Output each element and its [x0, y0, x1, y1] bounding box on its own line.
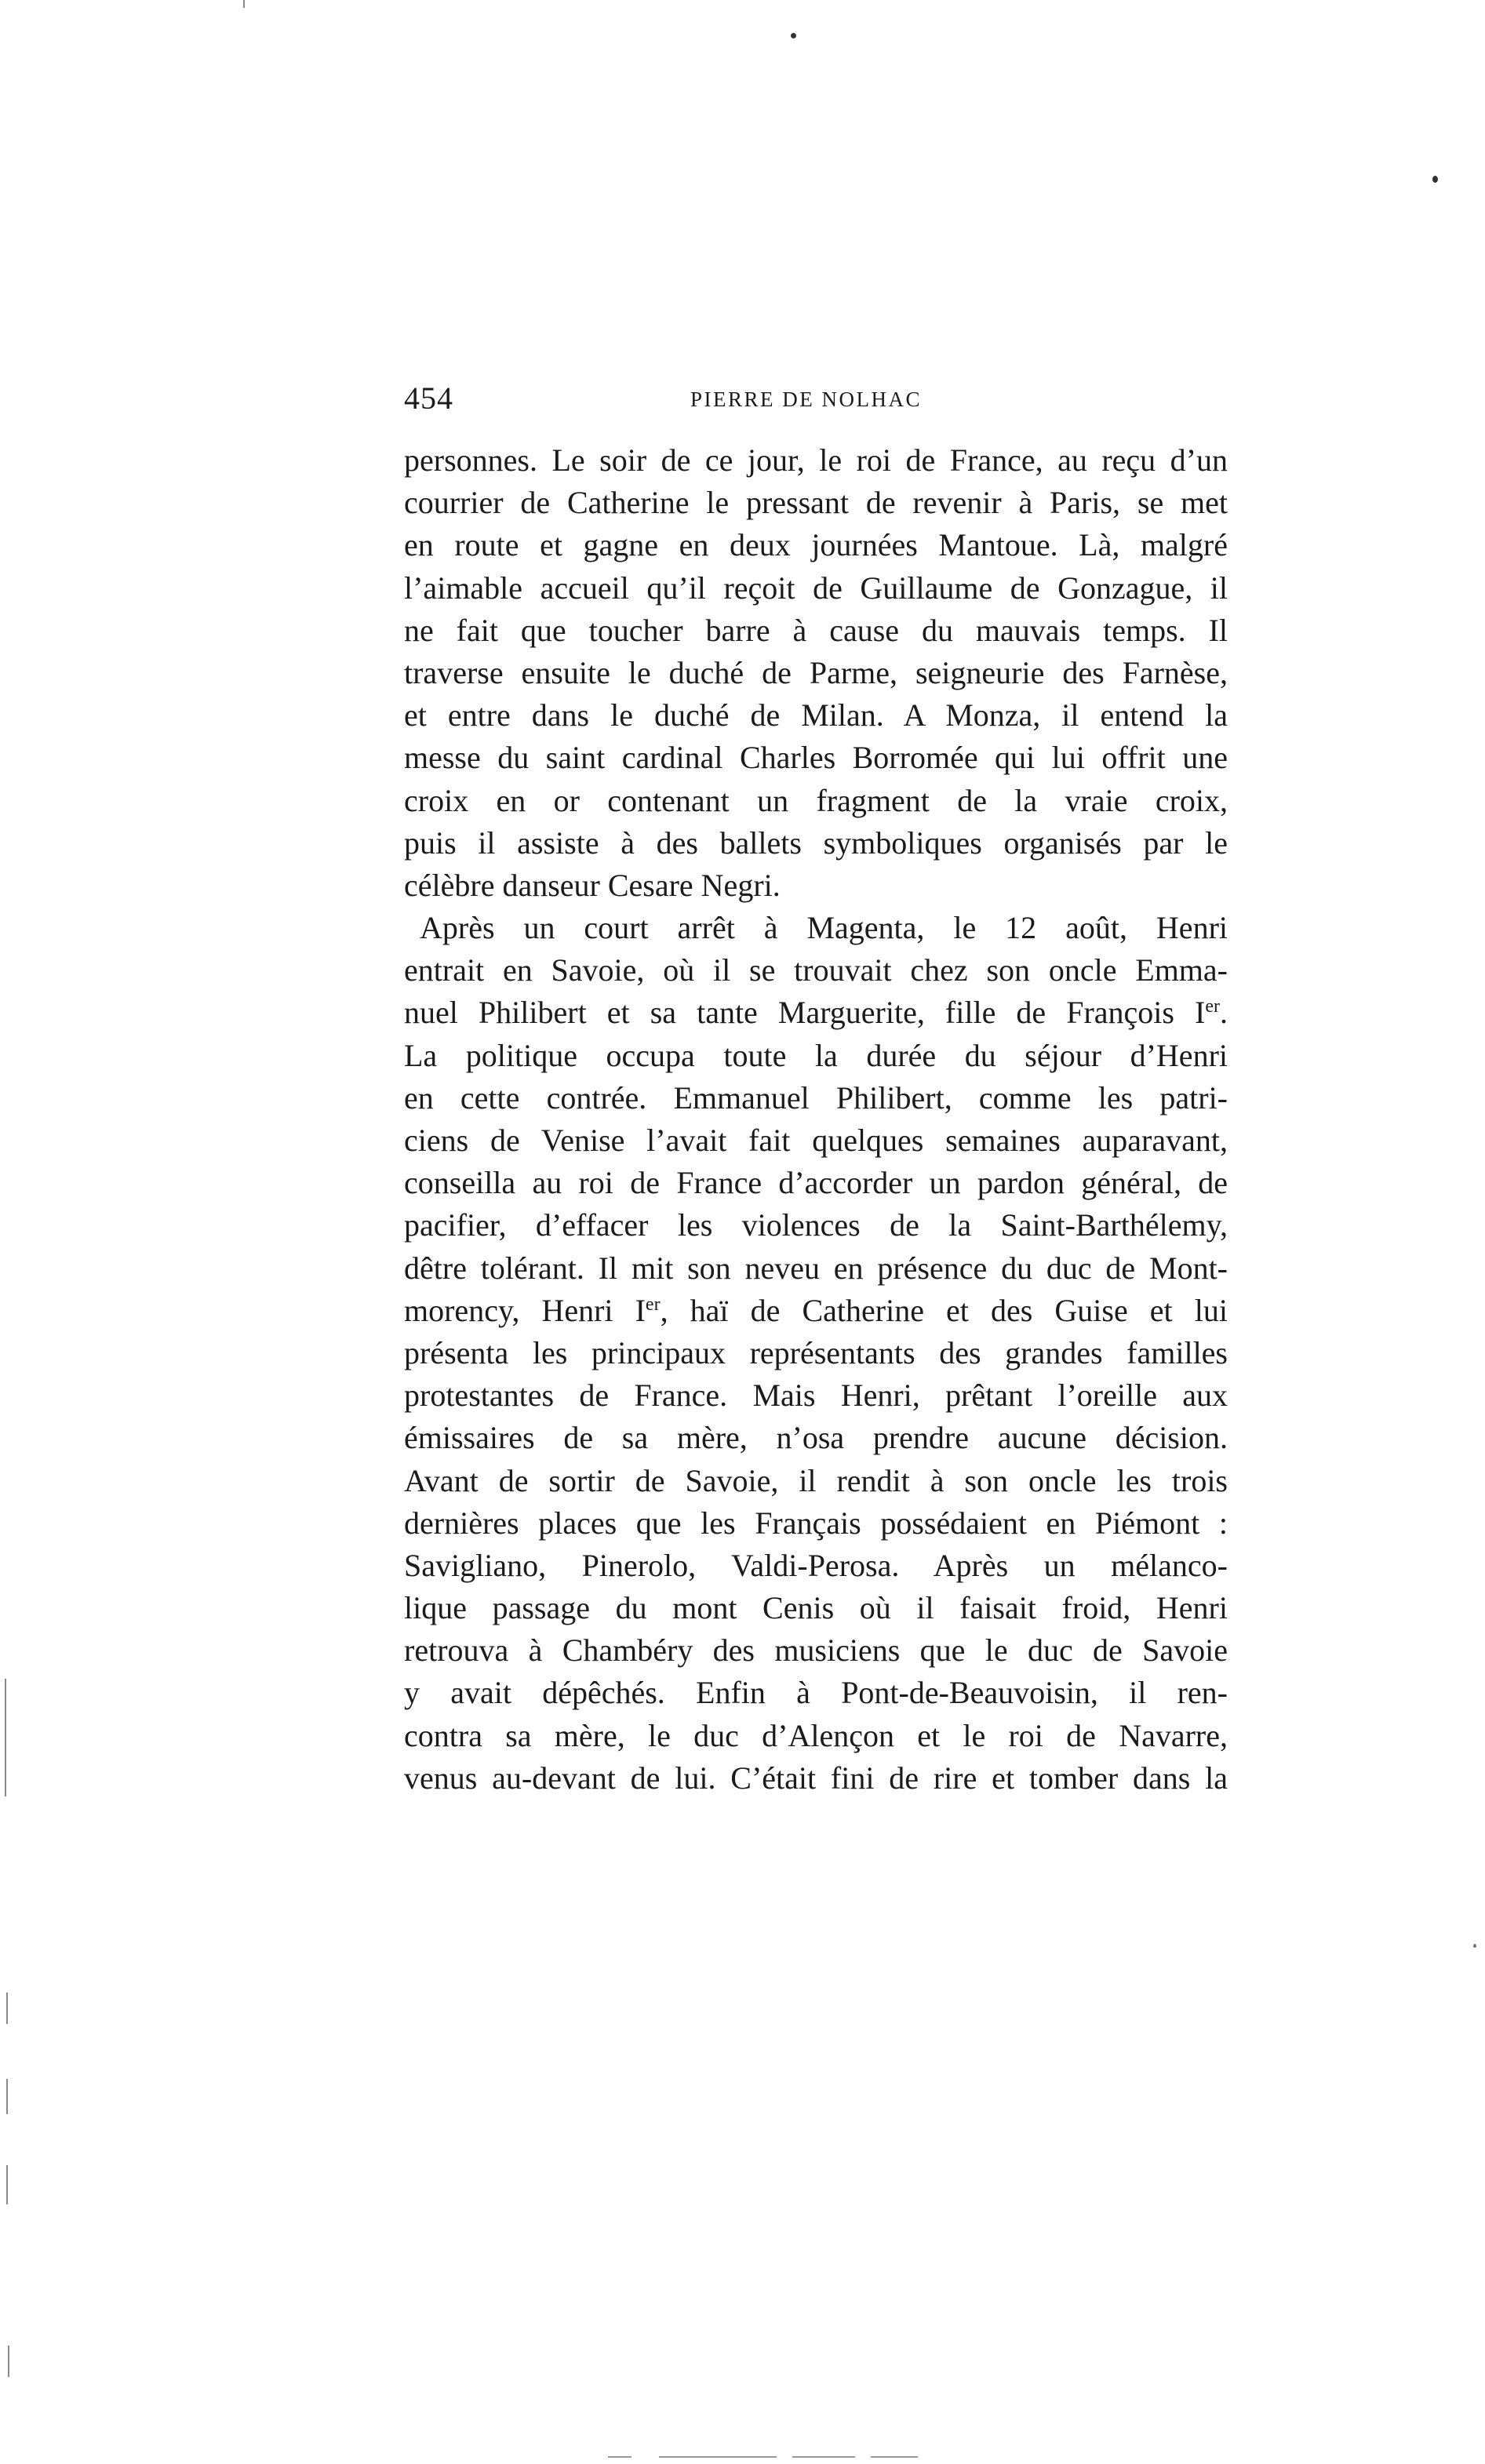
scan-edge-line: [5, 1679, 6, 1796]
scan-bottom-dash: [659, 2456, 777, 2458]
text-line: entrait en Savoie, où il se trouvait chez son oncle Emma-: [404, 952, 1228, 988]
scan-bottom-dash: [792, 2456, 855, 2458]
scan-bottom-dash: [871, 2456, 918, 2458]
running-head: [404, 380, 1228, 416]
text-line: présenta les principaux représentants des grandes familles: [404, 1334, 1228, 1370]
text-line: retrouva à Chambéry des musiciens que le duc de Savoie: [404, 1632, 1228, 1669]
text-line: ne fait que toucher barre à cause du mauvais temps. Il: [404, 612, 1228, 648]
text-line: personnes. Le soir de ce jour, le roi de France, au reçu d’un: [404, 442, 1228, 478]
text-line: venus au-devant de lui. C’était fini de rire et tomber dans la: [404, 1760, 1228, 1796]
scan-speck: [1473, 1944, 1476, 1948]
scan-speck: [791, 33, 796, 38]
text-line: courrier de Catherine le pressant de revenir à Paris, se met: [404, 485, 1228, 521]
text-line: [404, 992, 1228, 1034]
scan-edge-line: [6, 2079, 8, 2114]
text-line-part: .: [1220, 995, 1228, 1031]
scan-edge-line: [6, 2165, 8, 2204]
scan-edge-line: [6, 1993, 8, 2024]
text-line: [404, 1290, 1228, 1332]
text-line: y avait dépêchés. Enfin à Pont-de-Beauvoisin, il ren-: [404, 1675, 1228, 1711]
text-line: ciens de Venise l’avait fait quelques semaines auparavant,: [404, 1123, 1228, 1158]
text-line-part: , haï de Catherine et des Guise et lui: [660, 1292, 1228, 1328]
text-line: messe du saint cardinal Charles Borromée qui lui offrit une: [404, 740, 1228, 776]
page-number: 454: [404, 380, 453, 416]
running-title: PIERRE DE NOLHAC: [690, 388, 922, 411]
text-line: l’aimable accueil qu’il reçoit de Guillaume de Gonzague, il: [404, 570, 1228, 606]
text-line: conseilla au roi de France d’accorder un pardon général, de: [404, 1165, 1228, 1201]
text-line: lique passage du mont Cenis où il faisait froid, Henri: [404, 1590, 1228, 1626]
text-line: La politique occupa toute la durée du séjour d’Henri: [404, 1037, 1228, 1073]
text-line: dêtre tolérant. Il mit son neveu en présence du duc de Mont-: [404, 1250, 1228, 1286]
text-line-part: morency, Henri I: [404, 1292, 646, 1328]
text-line-part: nuel Philibert et sa tante Marguerite, fille de François I: [404, 995, 1206, 1031]
text-line: en route et gagne en deux journées Mantoue. Là, malgré: [404, 527, 1228, 563]
text-line: contra sa mère, le duc d’Alençon et le roi de Navarre,: [404, 1717, 1228, 1753]
text-line: célèbre danseur Cesare Negri.: [404, 867, 781, 903]
text-line: traverse ensuite le duché de Parme, seigneurie des Farnèse,: [404, 654, 1228, 690]
text-line: en cette contrée. Emmanuel Philibert, comme les patri-: [404, 1079, 1228, 1116]
scan-edge-line: [8, 2346, 9, 2377]
paragraph: [404, 907, 1228, 1800]
text-line: émissaires de sa mère, n’osa prendre aucune décision.: [404, 1420, 1228, 1456]
text-line: pacifier, d’effacer les violences de la Saint-Barthélemy,: [404, 1207, 1228, 1243]
scan-edge-line: [243, 0, 245, 8]
superscript: er: [1205, 996, 1220, 1017]
text-line: Savigliano, Pinerolo, Valdi-Perosa. Après un mélanco-: [404, 1547, 1228, 1583]
superscript: er: [645, 1294, 661, 1315]
text-line: croix en or contenant un fragment de la vraie croix,: [404, 782, 1228, 818]
scan-bottom-dash: [608, 2456, 631, 2458]
text-line: puis il assiste à des ballets symboliques organisés par le: [404, 824, 1228, 861]
body-text: [404, 439, 1228, 1800]
text-line: Après un court arrêt à Magenta, le 12 août, Henri: [420, 910, 1228, 946]
text-line: et entre dans le duché de Milan. A Monza, il entend la: [404, 697, 1228, 733]
text-line: protestantes de France. Mais Henri, prêtant l’oreille aux: [404, 1378, 1228, 1414]
text-line: dernières places que les Français possédaient en Piémont :: [404, 1505, 1228, 1541]
paragraph: [404, 439, 1228, 907]
text-line: Avant de sortir de Savoie, il rendit à son oncle les trois: [404, 1462, 1228, 1498]
scan-speck: [1432, 176, 1438, 183]
